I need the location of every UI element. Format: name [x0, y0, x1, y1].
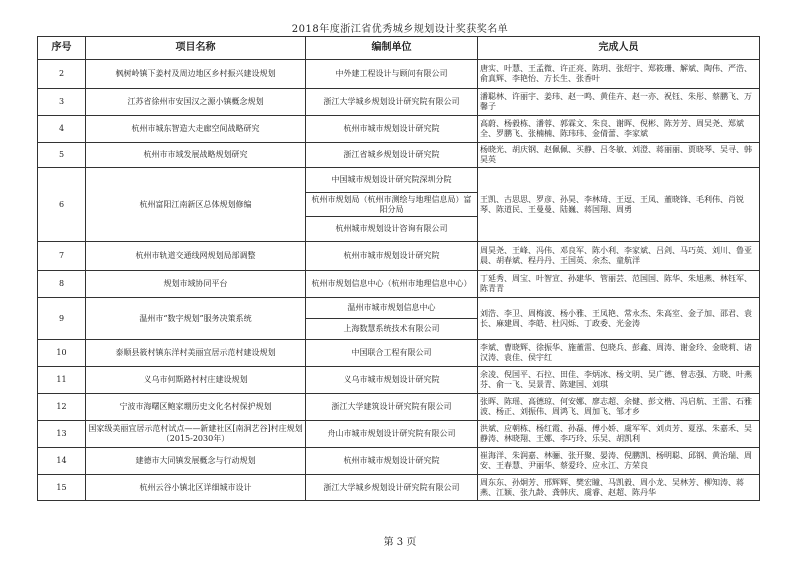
- unit-name: 杭州市城市规划设计研究院: [306, 242, 478, 271]
- unit-name: 温州市城市规划信息中心: [347, 303, 436, 312]
- unit-name: 杭州市城市规划设计研究院: [306, 448, 478, 475]
- people-list: 杨晓光、胡庆钢、赵佩佩、买静、吕冬敏、刘澄、蒋丽丽、贾晓琴、吴寻、韩昊英: [478, 143, 760, 168]
- unit-cell: [306, 298, 478, 340]
- people-list: 张晖、陈瑶、高德琼、何安娜、廖志超、余健、彭文楷、冯启航、王雷、石雅波、杨正、刘振伟、周鸿飞、周加飞、邹才乡: [478, 394, 760, 421]
- unit-name: 杭州市规划信息中心（杭州市地理信息中心）: [306, 271, 478, 298]
- people-list: 唐实、叶慧、王孟微、许正亮、陈玥、张绍宇、郑筱珊、解斌、陶伟、严浩、俞真辉、李艳怡、方长生、张香叶: [478, 60, 760, 89]
- people-list: 余凌、倪国平、石拉、田佳、李炳冰、杨文明、吴广德、曾志强、方晓、叶燕芬、俞一飞、吴景青、陈建国、刘琪: [478, 367, 760, 394]
- people-list: 王凯、古思思、罗彦、孙昊、李林琦、王逗、王凤、董晓锋、毛利伟、肖锐琴、陈道民、王曼曼、陆巍、蒋国翔、周勇: [478, 168, 760, 242]
- table-row: [38, 116, 760, 143]
- table-row: [38, 168, 760, 242]
- project-name: 杭州云谷小镇北区详细城市设计: [86, 475, 306, 501]
- table-row: [38, 475, 760, 501]
- unit-name: 上海数慧系统技术有限公司: [306, 318, 477, 339]
- people-list: 李斌、曹晓辉、徐振华、施董雷、包晓兵、彭鑫、周涛、谢金玲、金晓莉、诸汉涛、袁佳、侯宇红: [478, 340, 760, 367]
- project-name: 建德市大同镇发展概念与行动规划: [86, 448, 306, 475]
- project-name: 枫树岭镇下姜村及周边地区乡村振兴建设规划: [86, 60, 306, 89]
- table-row: [38, 421, 760, 448]
- unit-name: 浙江大学建筑设计研究院有限公司: [306, 394, 478, 421]
- table-row: [38, 394, 760, 421]
- row-number: 7: [38, 242, 86, 271]
- unit-name: 中国联合工程有限公司: [306, 340, 478, 367]
- row-number: 12: [38, 394, 86, 421]
- unit-cell: [306, 168, 478, 242]
- table-row: [38, 448, 760, 475]
- table-header-row: [38, 37, 760, 60]
- unit-name: 浙江大学城乡规划设计研究院有限公司: [306, 89, 478, 116]
- people-list: 周东东、孙炯芳、邢辉辉、樊宏瞳、马凯毅、周小龙、吴林芳、柳知涛、蒋燕、江颖、张九龄、龚韩庆、虞睿、赵超、陈丹华: [478, 475, 760, 501]
- unit-name: 浙江省城乡规划设计研究院: [306, 143, 478, 168]
- row-number: 4: [38, 116, 86, 143]
- row-number: 9: [38, 298, 86, 340]
- people-list: 周昊尧、王峰、冯伟、邓良军、陈小利、李家斌、吕剑、马巧英、刘川、鲁亚晨、胡春斌、程丹丹、王国英、余杰、童航洋: [478, 242, 760, 271]
- row-number: 6: [38, 168, 86, 242]
- unit-name: 义乌市城市规划设计研究院: [306, 367, 478, 394]
- table-row: [38, 89, 760, 116]
- project-name: 宁波市海曙区鲍家堋历史文化名村保护规划: [86, 394, 306, 421]
- project-name: 杭州市轨道交通线网规划局部调整: [86, 242, 306, 271]
- row-number: 10: [38, 340, 86, 367]
- row-number: 3: [38, 89, 86, 116]
- project-name: 江苏省徐州市安国汉之源小镇概念规划: [86, 89, 306, 116]
- row-number: 15: [38, 475, 86, 501]
- header-number: 序号: [38, 37, 86, 60]
- awards-table: [37, 36, 760, 501]
- table-row: [38, 242, 760, 271]
- project-name: 国家级美丽宜居示范村试点——新建社区[南洞艺谷]村庄规划（2015-2030年）: [86, 421, 306, 448]
- project-name: 泰顺县筱村镇东洋村美丽宜居示范村建设规划: [86, 340, 306, 367]
- table-row: [38, 143, 760, 168]
- row-number: 8: [38, 271, 86, 298]
- document-title: 2018年度浙江省优秀城乡规划设计奖获奖名单: [291, 24, 509, 35]
- project-name: 杭州市市域发展战略规划研究: [86, 143, 306, 168]
- table-row: [38, 60, 760, 89]
- row-number: 14: [38, 448, 86, 475]
- row-number: 5: [38, 143, 86, 168]
- unit-name: 杭州市城市规划设计研究院: [306, 116, 478, 143]
- people-list: 潘聪林、许丽宇、姜玮、赵一鸣、黄佳卉、赵一亦、祝钰、朱彤、蔡鹏飞、万馨子: [478, 89, 760, 116]
- table-row: [38, 298, 760, 340]
- page-number: 第 3 页: [383, 537, 417, 548]
- header-people: 完成人员: [478, 37, 760, 60]
- unit-name: 浙江大学城乡规划设计研究院有限公司: [306, 475, 478, 501]
- project-name: 义乌市何斯路村村庄建设规划: [86, 367, 306, 394]
- project-name: 温州市“数字规划”服务决策系统: [86, 298, 306, 340]
- unit-name: 舟山市城市规划设计研究院有限公司: [306, 421, 478, 448]
- unit-name: 杭州城市规划设计咨询有限公司: [306, 216, 477, 241]
- header-project: 项目名称: [86, 37, 306, 60]
- row-number: 2: [38, 60, 86, 89]
- table-row: [38, 340, 760, 367]
- unit-name: 杭州市规划局（杭州市测绘与地理信息局）富阳分局: [306, 192, 477, 217]
- table-row: [38, 367, 760, 394]
- project-name: 杭州富阳江南新区总体规划修编: [86, 168, 306, 242]
- unit-name: 中外建工程设计与顾问有限公司: [306, 60, 478, 89]
- people-list: 洪斌、应朝栋、杨红霞、孙磊、傅小娇、虞军军、刘贞芳、夏泓、朱嘉禾、吴静涛、林晓翔、王娜、李巧玲、乐吴、胡凯利: [478, 421, 760, 448]
- people-list: 崔海洋、朱润嘉、林骊、张开聚、晏涛、倪鹏凯、杨明聪、邱钢、黄治瑞、周安、王春慧、尹丽华、蔡爱玲、应永江、方荣良: [478, 448, 760, 475]
- people-list: 高蔚、杨毅栋、潘蓉、郭霖文、朱良、谢晖、倪彬、陈芳芳、周吴尧、郑斌全、罗鹏飞、张楠楠、陈玮玮、金倩蕾、李家斌: [478, 116, 760, 143]
- project-name: 规划市域协同平台: [86, 271, 306, 298]
- row-number: 13: [38, 421, 86, 448]
- people-list: 丁延秀、周宝、叶智宣、孙建华、管丽芸、范国国、陈华、朱旭燕、林钰军、陈青青: [478, 271, 760, 298]
- unit-name: 中国城市规划设计研究院深圳分院: [331, 174, 452, 184]
- row-number: 11: [38, 367, 86, 394]
- table-row: [38, 271, 760, 298]
- project-name: 杭州市城东智造大走廊空间战略研究: [86, 116, 306, 143]
- header-unit: 编制单位: [306, 37, 478, 60]
- people-list: 刘浩、李卫、周梅波、杨小雅、王凤艳、常永杰、朱高室、金子加、邵君、袁长、麻建周、李皓、杜闪烁、丁政委、光金涛: [478, 298, 760, 340]
